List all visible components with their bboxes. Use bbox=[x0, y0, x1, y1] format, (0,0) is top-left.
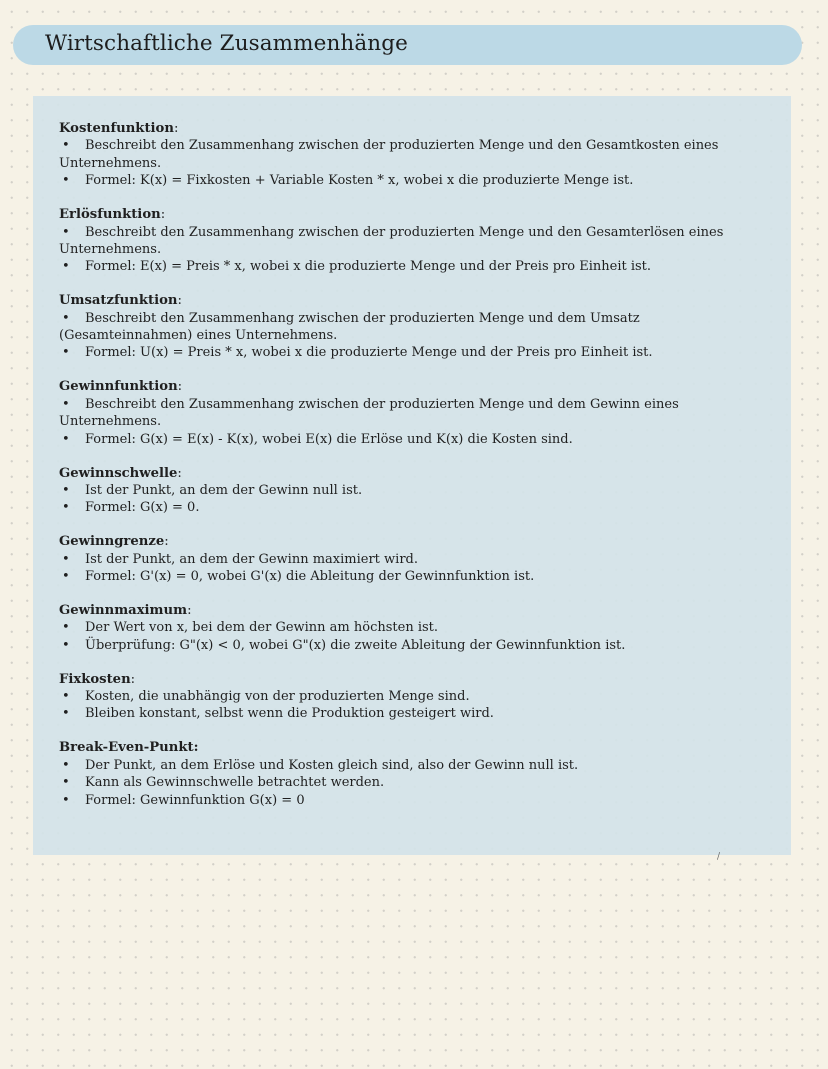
bullet-dot-icon: • bbox=[62, 500, 70, 516]
bullet-text: Formel: G(x) = E(x) - K(x), wobei E(x) die Erlöse und K(x) die Kosten sind. bbox=[85, 431, 573, 447]
section-list bbox=[59, 120, 771, 809]
bullet-text: Formel: E(x) = Preis * x, wobei x die produzierte Menge und der Preis pro Einheit ist. bbox=[85, 259, 652, 275]
section-title: Kostenfunktion bbox=[59, 121, 174, 136]
bullet-dot-icon: • bbox=[62, 259, 70, 275]
section-heading bbox=[59, 533, 771, 550]
section-title: Fixkosten bbox=[59, 671, 131, 687]
bullet-item bbox=[59, 396, 771, 431]
section-title: Umsatzfunktion bbox=[59, 293, 178, 309]
bullet-dot-icon: • bbox=[62, 396, 70, 412]
section-title-colon: : bbox=[160, 207, 166, 223]
bullet-text: Formel: G(x) = 0. bbox=[85, 500, 200, 516]
bullet-dot-icon: • bbox=[62, 757, 70, 773]
bullet-text: Formel: Gewinnfunktion G(x) = 0 bbox=[85, 792, 305, 808]
corner-mark: / bbox=[717, 852, 721, 862]
bullet-text: Ist der Punkt, an dem der Gewinn maximiert wird. bbox=[85, 551, 418, 567]
section-title-colon: : bbox=[177, 465, 182, 481]
bullet-item bbox=[59, 172, 771, 189]
bullet-list bbox=[59, 551, 771, 586]
section-title: Break-Even-Punkt: bbox=[59, 740, 199, 756]
bullet-list bbox=[59, 137, 771, 189]
bullet-list bbox=[59, 482, 771, 517]
section-title: Gewinnfunktion bbox=[59, 379, 178, 395]
bullet-text: Kosten, die unabhängig von der produzierten Menge sind. bbox=[85, 689, 470, 705]
section-8 bbox=[59, 671, 771, 723]
bullet-dot-icon: • bbox=[62, 138, 70, 154]
section-heading bbox=[59, 206, 771, 223]
page-title: Wirtschaftliche Zusammenhänge bbox=[45, 31, 408, 56]
section-heading bbox=[59, 378, 771, 395]
bullet-text: Beschreibt den Zusammenhang zwischen der produzierten Menge und den Gesamterlösen eines Unternehmens. bbox=[59, 224, 724, 257]
section-heading bbox=[59, 739, 771, 756]
section-title-colon: : bbox=[177, 293, 182, 309]
bullet-item bbox=[59, 344, 771, 361]
bullet-item bbox=[59, 688, 771, 705]
bullet-list bbox=[59, 310, 771, 362]
section-title: Gewinngrenze bbox=[59, 534, 165, 550]
bullet-item bbox=[59, 137, 771, 172]
section-7 bbox=[59, 602, 771, 654]
bullet-dot-icon: • bbox=[62, 775, 70, 791]
bullet-dot-icon: • bbox=[62, 345, 70, 361]
bullet-text: Überprüfung: G"(x) < 0, wobei G"(x) die zweite Ableitung der Gewinnfunktion ist. bbox=[85, 637, 626, 653]
bullet-item bbox=[59, 705, 771, 722]
bullet-text: Beschreibt den Zusammenhang zwischen der produzierten Menge und dem Umsatz (Gesamteinnahmen) eines Unternehmens. bbox=[59, 310, 640, 344]
section-heading bbox=[59, 602, 771, 619]
section-title-colon: : bbox=[177, 379, 183, 395]
bullet-item bbox=[59, 792, 771, 809]
bullet-text: Ist der Punkt, an dem der Gewinn null ist. bbox=[85, 482, 363, 498]
bullet-text: Formel: K(x) = Fixkosten + Variable Kosten * x, wobei x die produzierte Menge ist. bbox=[85, 173, 634, 189]
bullet-dot-icon: • bbox=[62, 620, 70, 636]
section-3 bbox=[59, 292, 771, 362]
bullet-dot-icon: • bbox=[62, 431, 70, 447]
bullet-item bbox=[59, 431, 771, 448]
bullet-item bbox=[59, 568, 771, 585]
bullet-item bbox=[59, 499, 771, 516]
bullet-item bbox=[59, 637, 771, 654]
bullet-text: Formel: G'(x) = 0, wobei G'(x) die Ableitung der Gewinnfunktion ist. bbox=[85, 569, 535, 585]
bullet-item bbox=[59, 224, 771, 259]
bullet-text: Bleiben konstant, selbst wenn die Produktion gesteigert wird. bbox=[85, 706, 494, 722]
bullet-text: Formel: U(x) = Preis * x, wobei x die produzierte Menge und der Preis pro Einheit ist. bbox=[85, 345, 653, 361]
bullet-dot-icon: • bbox=[62, 569, 70, 585]
bullet-item bbox=[59, 258, 771, 275]
section-title: Erlösfunktion bbox=[59, 207, 161, 223]
section-heading bbox=[59, 120, 771, 137]
bullet-dot-icon: • bbox=[62, 551, 70, 567]
bullet-dot-icon: • bbox=[62, 173, 70, 189]
section-1 bbox=[59, 120, 771, 190]
bullet-text: Beschreibt den Zusammenhang zwischen der produzierten Menge und den Gesamtkosten eines Unternehmens. bbox=[59, 138, 719, 171]
section-title-colon: : bbox=[187, 602, 192, 618]
section-heading bbox=[59, 465, 771, 482]
bullet-item bbox=[59, 551, 771, 568]
section-heading bbox=[59, 292, 771, 309]
section-heading bbox=[59, 671, 771, 688]
bullet-text: Der Wert von x, bei dem der Gewinn am höchsten ist. bbox=[85, 620, 439, 636]
bullet-dot-icon: • bbox=[62, 689, 70, 705]
bullet-dot-icon: • bbox=[62, 224, 70, 240]
bullet-dot-icon: • bbox=[62, 792, 70, 808]
bullet-list bbox=[59, 757, 771, 809]
title-banner bbox=[13, 25, 802, 65]
bullet-item bbox=[59, 757, 771, 774]
section-2 bbox=[59, 206, 771, 276]
section-6 bbox=[59, 533, 771, 585]
section-5 bbox=[59, 465, 771, 517]
section-title-colon: : bbox=[164, 534, 169, 550]
bullet-text: Der Punkt, an dem Erlöse und Kosten gleich sind, also der Gewinn null ist. bbox=[85, 757, 579, 773]
section-4 bbox=[59, 378, 771, 448]
bullet-item bbox=[59, 774, 771, 791]
bullet-dot-icon: • bbox=[62, 637, 70, 653]
bullet-dot-icon: • bbox=[62, 310, 70, 326]
bullet-item bbox=[59, 310, 771, 345]
bullet-text: Kann als Gewinnschwelle betrachtet werden. bbox=[85, 775, 385, 791]
section-title-colon: : bbox=[173, 121, 179, 136]
section-9 bbox=[59, 739, 771, 809]
bullet-item bbox=[59, 619, 771, 636]
bullet-text: Beschreibt den Zusammenhang zwischen der produzierten Menge und dem Gewinn eines Unternehmens. bbox=[59, 396, 679, 430]
bullet-list bbox=[59, 619, 771, 654]
bullet-dot-icon: • bbox=[62, 706, 70, 722]
content-panel bbox=[33, 96, 791, 855]
bullet-list bbox=[59, 688, 771, 723]
bullet-list bbox=[59, 224, 771, 276]
section-title: Gewinnschwelle bbox=[59, 465, 178, 481]
bullet-list bbox=[59, 396, 771, 448]
section-title: Gewinnmaximum bbox=[59, 602, 188, 618]
section-title-colon: : bbox=[130, 671, 136, 687]
bullet-item bbox=[59, 482, 771, 499]
bullet-dot-icon: • bbox=[62, 482, 70, 498]
